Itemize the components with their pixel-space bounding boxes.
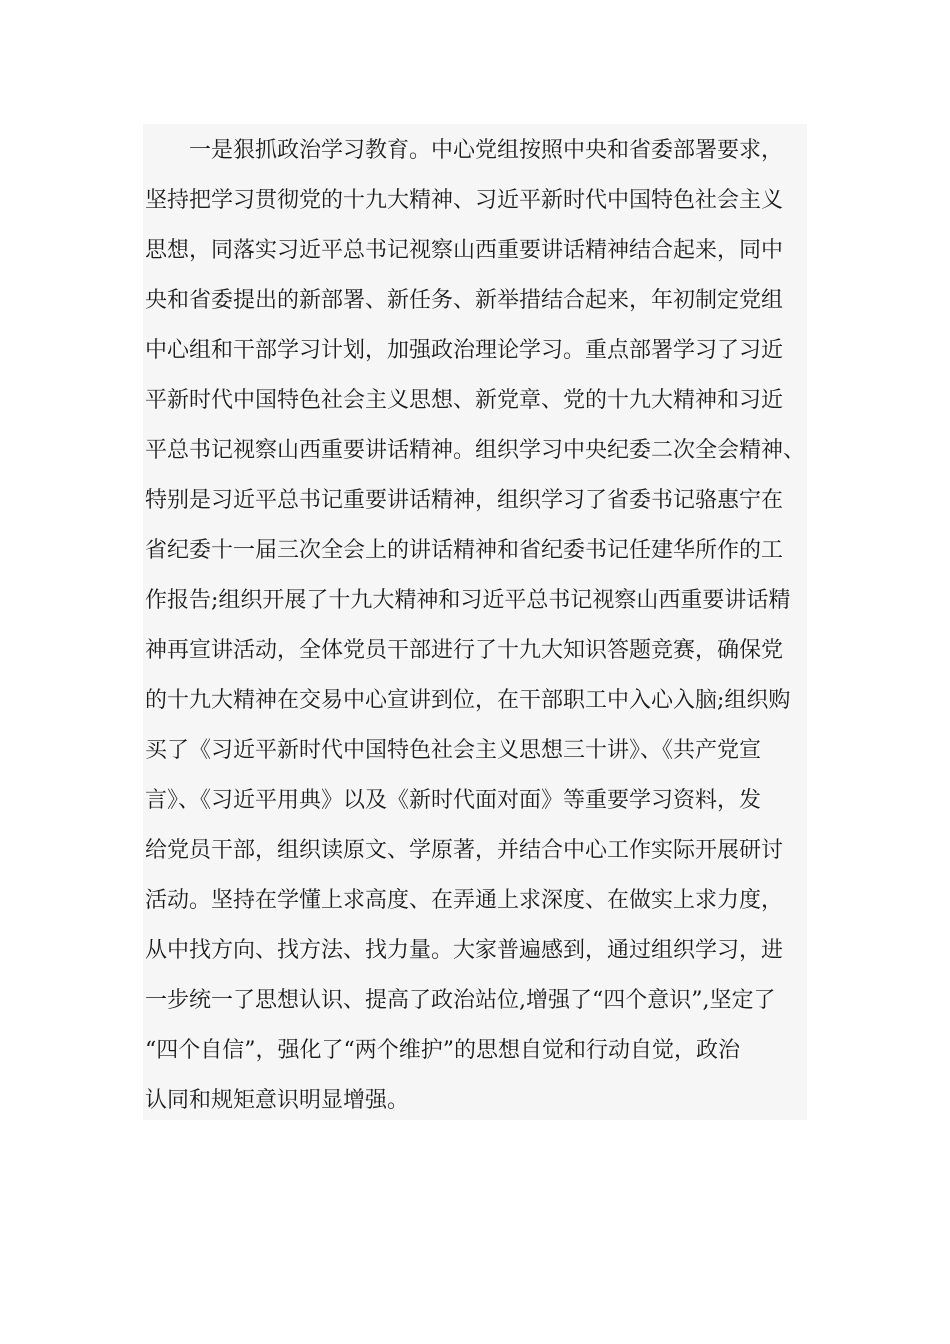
paragraph-block [143,124,807,1120]
paragraph-line: 平新时代中国特色社会主义思想、新党章、党的十九大精神和习近 [145,388,784,413]
paragraph-line: 作报告;组织开展了十九大精神和习近平总书记视察山西重要讲话精 [145,588,791,613]
paragraph-line: 一步统一了思想认识、提高了政治站位,增强了“四个意识”,坚定了 [145,988,776,1013]
paragraph-line: 央和省委提出的新部署、新任务、新举措结合起来，年初制定党组 [145,288,784,313]
paragraph-line: 特别是习近平总书记重要讲话精神，组织学习了省委书记骆惠宁在 [145,488,784,513]
paragraph-line: 活动。坚持在学懂上求高度、在弄通上求深度、在做实上求力度， [145,888,784,913]
paragraph-line: 平总书记视察山西重要讲话精神。组织学习中央纪委二次全会精神、 [145,438,806,463]
paragraph-line: 思想，同落实习近平总书记视察山西重要讲话精神结合起来，同中 [145,238,784,263]
paragraph-line: 从中找方向、找方法、找力量。大家普遍感到，通过组织学习，进 [145,938,784,963]
paragraph-line: 买了《习近平新时代中国特色社会主义思想三十讲》、《共产党宣 [145,738,762,763]
paragraph-line: 一是狠抓政治学习教育。中心党组按照中央和省委部署要求， [189,138,784,163]
paragraph-line: 言》、《习近平用典》以及《新时代面对面》等重要学习资料，发 [145,788,762,813]
paragraph-line: 坚持把学习贯彻党的十九大精神、习近平新时代中国特色社会主义 [145,188,784,213]
paragraph-line: 中心组和干部学习计划，加强政治理论学习。重点部署学习了习近 [145,338,784,363]
paragraph-line: 省纪委十一届三次全会上的讲话精神和省纪委书记任建华所作的工 [145,538,784,563]
paragraph-line: 给党员干部，组织读原文、学原著，并结合中心工作实际开展研讨 [145,838,784,863]
paragraph-line: 认同和规矩意识明显增强。 [145,1088,410,1113]
paragraph-line: 神再宣讲活动，全体党员干部进行了十九大知识答题竞赛，确保党 [145,638,784,663]
paragraph-line: “四个自信”，强化了“两个维护”的思想自觉和行动自觉，政治 [145,1038,740,1063]
paragraph-line: 的十九大精神在交易中心宣讲到位，在干部职工中入心入脑;组织购 [145,688,791,713]
